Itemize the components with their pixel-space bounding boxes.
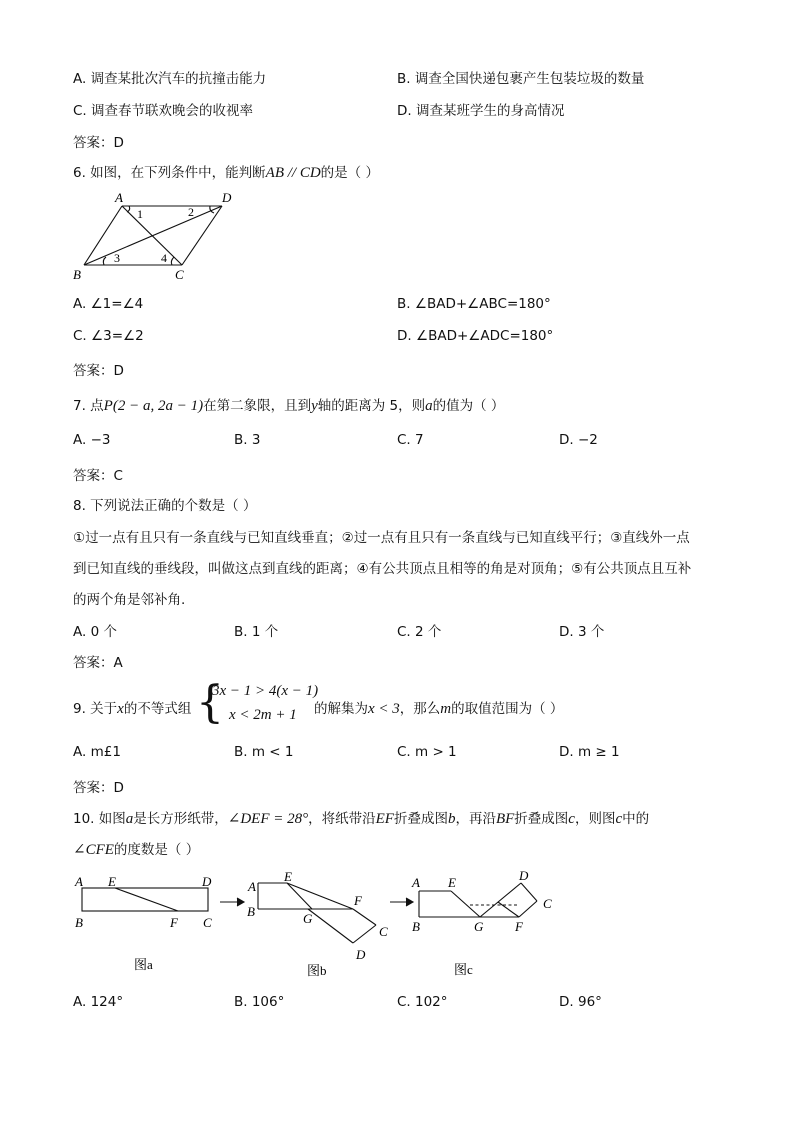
q9-stem-right: 的解集为x < 3，那么m的取值范围为（ ） bbox=[314, 701, 564, 717]
q7-option-a: A. −3 bbox=[73, 432, 111, 448]
q5-option-a: A. 调查某批次汽车的抗撞击能力 bbox=[73, 71, 267, 87]
fig-b-label-d: D bbox=[356, 947, 366, 962]
fig-c-label-e: E bbox=[448, 875, 456, 890]
q9-option-b: B. m < 1 bbox=[234, 744, 294, 760]
left-brace: { bbox=[196, 677, 224, 728]
q5-answer: 答案：D bbox=[73, 135, 124, 151]
q10-option-b: B. 106° bbox=[234, 994, 285, 1010]
q8-option-b: B. 1 个 bbox=[234, 624, 279, 640]
q9-system-line-2: x < 2m + 1 bbox=[229, 707, 297, 723]
q9-system-line-1: 3x − 1 > 4(x − 1) bbox=[212, 683, 319, 699]
q7-option-c: C. 7 bbox=[397, 432, 424, 448]
angle-4-label: 4 bbox=[161, 251, 167, 265]
q5-option-c: C. 调查春节联欢晚会的收视率 bbox=[73, 103, 254, 119]
q8-body-line-2: 到已知直线的垂线段，叫做这点到直线的距离；④有公共顶点且相等的角是对顶角；⑤有公共顶点且互补 bbox=[73, 561, 692, 577]
q7-stem: 7. 点P(2 − a, 2a − 1)在第二象限，且到y轴的距离为 5，则a的值为（ ） bbox=[73, 398, 505, 414]
q6-stem: 6. 如图，在下列条件中，能判断AB // CD的是（ ） bbox=[73, 165, 379, 181]
fig-b-label-g: G bbox=[303, 911, 313, 926]
q7-option-d: D. −2 bbox=[559, 432, 598, 448]
fig-c-label-a: A bbox=[412, 875, 420, 890]
q8-option-d: D. 3 个 bbox=[559, 624, 605, 640]
fig-a-label-e: E bbox=[108, 874, 116, 889]
label-a: A bbox=[115, 190, 123, 205]
label-c: C bbox=[175, 267, 184, 282]
fig-b-label-b: B bbox=[247, 904, 255, 919]
fig-b-label-f: F bbox=[354, 893, 362, 908]
q6-option-c: C. ∠3=∠2 bbox=[73, 328, 144, 344]
q8-answer: 答案：A bbox=[73, 655, 123, 671]
q10-stem-line-1: 10. 如图a是长方形纸带，∠DEF = 28°，将纸带沿EF折叠成图b，再沿BF折叠成图c，则图c中的 bbox=[73, 811, 650, 827]
q9-option-c: C. m > 1 bbox=[397, 744, 457, 760]
q8-option-c: C. 2 个 bbox=[397, 624, 442, 640]
q10-folding-figure bbox=[70, 865, 570, 985]
fig-a-label-f: F bbox=[170, 915, 178, 930]
q5-option-b: B. 调查全国快递包裹产生包装垃圾的数量 bbox=[397, 71, 645, 87]
angle-3-label: 3 bbox=[114, 251, 120, 265]
fig-a-label-b: B bbox=[75, 915, 83, 930]
q10-stem-line-2: ∠CFE的度数是（ ） bbox=[73, 842, 200, 858]
q9-stem-left: 9. 关于x的不等式组 bbox=[73, 701, 192, 717]
q6-option-d: D. ∠BAD+∠ADC=180° bbox=[397, 328, 554, 344]
q6-option-a: A. ∠1=∠4 bbox=[73, 296, 144, 312]
q8-option-a: A. 0 个 bbox=[73, 624, 117, 640]
q6-option-b: B. ∠BAD+∠ABC=180° bbox=[397, 296, 551, 312]
q7-option-b: B. 3 bbox=[234, 432, 261, 448]
q7-answer: 答案：C bbox=[73, 468, 123, 484]
q9-option-a: A. m£1 bbox=[73, 744, 121, 760]
fig-a-label-a: A bbox=[75, 874, 83, 889]
fig-b-label-c: C bbox=[379, 924, 388, 939]
q5-option-d: D. 调查某班学生的身高情况 bbox=[397, 103, 565, 119]
fig-a-label-d: D bbox=[202, 874, 212, 889]
q9-answer: 答案：D bbox=[73, 780, 124, 796]
fig-c-label-g: G bbox=[474, 919, 484, 934]
q6-parallelogram-figure bbox=[70, 190, 240, 282]
fig-c-label-d: D bbox=[519, 868, 529, 883]
q10-option-c: C. 102° bbox=[397, 994, 448, 1010]
angle-2-label: 2 bbox=[188, 205, 194, 219]
q10-option-d: D. 96° bbox=[559, 994, 602, 1010]
label-d: D bbox=[222, 190, 232, 205]
fig-c-label-c: C bbox=[543, 896, 552, 911]
angle-1-label: 1 bbox=[137, 207, 143, 221]
q8-body-line-1: ①过一点有且只有一条直线与已知直线垂直；②过一点有且只有一条直线与已知直线平行；③直线外一点 bbox=[73, 530, 690, 546]
q8-body-line-3: 的两个角是邻补角. bbox=[73, 592, 186, 608]
fig-c-label-b: B bbox=[412, 919, 420, 934]
fig-a-caption: 图a bbox=[134, 957, 153, 972]
fig-c-label-f: F bbox=[515, 919, 523, 934]
label-b: B bbox=[73, 267, 81, 282]
fig-a-label-c: C bbox=[203, 915, 212, 930]
q10-option-a: A. 124° bbox=[73, 994, 124, 1010]
fig-b-label-e: E bbox=[284, 869, 292, 884]
fig-c-caption: 图c bbox=[454, 962, 473, 977]
fig-b-caption: 图b bbox=[307, 963, 327, 978]
q8-stem: 8. 下列说法正确的个数是（ ） bbox=[73, 498, 257, 514]
fig-b-label-a: A bbox=[248, 879, 256, 894]
q9-option-d: D. m ≥ 1 bbox=[559, 744, 620, 760]
q6-answer: 答案：D bbox=[73, 363, 124, 379]
